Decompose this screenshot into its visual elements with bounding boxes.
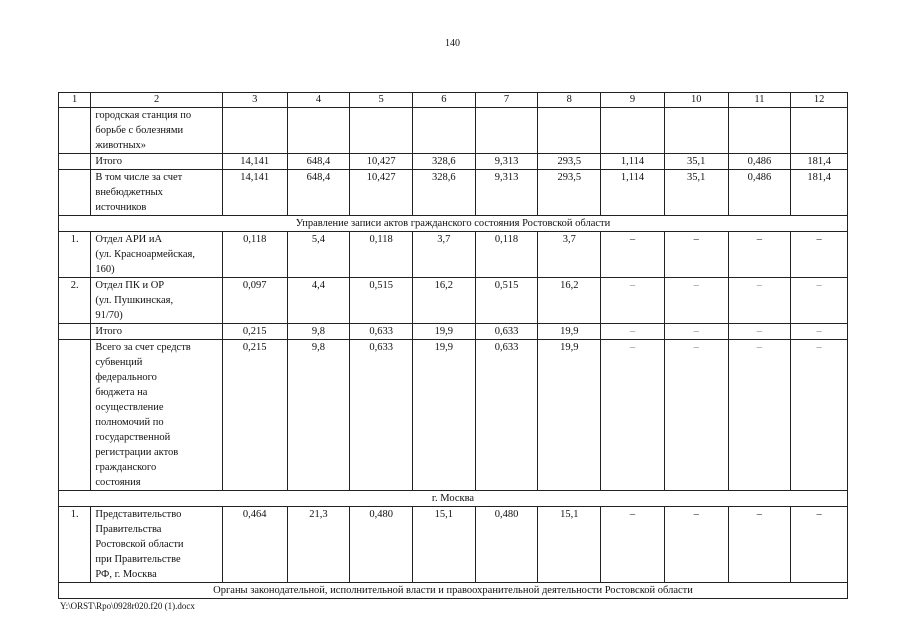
- value-cell: 19,9: [538, 324, 601, 340]
- row-name: Итого: [91, 324, 223, 340]
- value-cell: [475, 108, 538, 154]
- value-cell: –: [664, 340, 728, 491]
- value-cell: 1,114: [601, 154, 665, 170]
- value-cell: [601, 108, 665, 154]
- value-cell: [791, 108, 848, 154]
- value-cell: 0,486: [728, 170, 791, 216]
- value-cell: –: [728, 278, 791, 324]
- page-number: 140: [445, 38, 460, 49]
- section-title: г. Москва: [59, 491, 848, 507]
- value-cell: 0,633: [475, 340, 538, 491]
- value-cell: 0,464: [222, 507, 287, 583]
- value-cell: 35,1: [664, 154, 728, 170]
- column-header: 6: [413, 93, 476, 108]
- value-cell: 21,3: [287, 507, 350, 583]
- value-cell: –: [601, 507, 665, 583]
- value-cell: 16,2: [413, 278, 476, 324]
- column-header: 2: [91, 93, 223, 108]
- value-cell: 14,141: [222, 170, 287, 216]
- value-cell: –: [791, 324, 848, 340]
- section-header-row: [59, 583, 848, 599]
- row-number: [59, 108, 91, 154]
- value-cell: 648,4: [287, 154, 350, 170]
- row-number: 1.: [59, 232, 91, 278]
- value-cell: [538, 108, 601, 154]
- value-cell: 3,7: [413, 232, 476, 278]
- table-row: [59, 108, 848, 154]
- value-cell: 9,313: [475, 154, 538, 170]
- table-row: [59, 154, 848, 170]
- value-cell: –: [664, 232, 728, 278]
- value-cell: 5,4: [287, 232, 350, 278]
- value-cell: –: [664, 507, 728, 583]
- row-number: [59, 154, 91, 170]
- value-cell: 19,9: [413, 340, 476, 491]
- value-cell: 293,5: [538, 170, 601, 216]
- value-cell: –: [664, 324, 728, 340]
- row-number: [59, 324, 91, 340]
- value-cell: 16,2: [538, 278, 601, 324]
- value-cell: –: [664, 278, 728, 324]
- row-name: Всего за счет средств субвенций федерального бюджета на осуществление полномочий по государственной регистрации актов гражданского состояния: [91, 340, 223, 491]
- section-title: Органы законодательной, исполнительной власти и правоохранительной деятельности Ростовской области: [59, 583, 848, 599]
- row-number: 1.: [59, 507, 91, 583]
- value-cell: 9,313: [475, 170, 538, 216]
- section-header-row: [59, 491, 848, 507]
- value-cell: 19,9: [413, 324, 476, 340]
- value-cell: 19,9: [538, 340, 601, 491]
- value-cell: 0,515: [475, 278, 538, 324]
- value-cell: 4,4: [287, 278, 350, 324]
- table-row: [59, 232, 848, 278]
- value-cell: 0,215: [222, 340, 287, 491]
- column-header: 3: [222, 93, 287, 108]
- value-cell: [350, 108, 413, 154]
- value-cell: 9,8: [287, 324, 350, 340]
- value-cell: –: [601, 324, 665, 340]
- value-cell: –: [728, 340, 791, 491]
- value-cell: –: [791, 278, 848, 324]
- value-cell: 0,118: [222, 232, 287, 278]
- value-cell: [413, 108, 476, 154]
- table-row: [59, 507, 848, 583]
- value-cell: –: [791, 340, 848, 491]
- value-cell: 14,141: [222, 154, 287, 170]
- column-header: 4: [287, 93, 350, 108]
- value-cell: 15,1: [538, 507, 601, 583]
- value-cell: 0,515: [350, 278, 413, 324]
- value-cell: 0,480: [475, 507, 538, 583]
- value-cell: 0,480: [350, 507, 413, 583]
- value-cell: –: [601, 340, 665, 491]
- value-cell: 328,6: [413, 170, 476, 216]
- value-cell: [222, 108, 287, 154]
- value-cell: 0,097: [222, 278, 287, 324]
- value-cell: –: [601, 278, 665, 324]
- value-cell: 10,427: [350, 170, 413, 216]
- section-title: Управление записи актов гражданского состояния Ростовской области: [59, 216, 848, 232]
- value-cell: 10,427: [350, 154, 413, 170]
- table-row: [59, 278, 848, 324]
- column-header: 12: [791, 93, 848, 108]
- row-number: 2.: [59, 278, 91, 324]
- row-name: городская станция по борьбе с болезнями животных»: [91, 108, 223, 154]
- value-cell: –: [601, 232, 665, 278]
- value-cell: 0,118: [350, 232, 413, 278]
- value-cell: –: [728, 232, 791, 278]
- row-name: Итого: [91, 154, 223, 170]
- value-cell: 648,4: [287, 170, 350, 216]
- value-cell: 15,1: [413, 507, 476, 583]
- value-cell: [664, 108, 728, 154]
- row-name: Отдел АРИ иА (ул. Красноармейская, 160): [91, 232, 223, 278]
- row-name: Представительство Правительства Ростовской области при Правительстве РФ, г. Москва: [91, 507, 223, 583]
- value-cell: 0,486: [728, 154, 791, 170]
- value-cell: –: [791, 232, 848, 278]
- value-cell: 0,633: [350, 324, 413, 340]
- table-row: [59, 340, 848, 491]
- value-cell: 293,5: [538, 154, 601, 170]
- row-name: В том числе за счет внебюджетных источников: [91, 170, 223, 216]
- value-cell: –: [791, 507, 848, 583]
- table-header-row: [59, 93, 848, 108]
- value-cell: 181,4: [791, 170, 848, 216]
- value-cell: [728, 108, 791, 154]
- value-cell: 9,8: [287, 340, 350, 491]
- column-header: 7: [475, 93, 538, 108]
- value-cell: 0,215: [222, 324, 287, 340]
- column-header: 10: [664, 93, 728, 108]
- column-header: 9: [601, 93, 665, 108]
- value-cell: [287, 108, 350, 154]
- row-number: [59, 340, 91, 491]
- value-cell: 0,633: [350, 340, 413, 491]
- data-table: [58, 92, 848, 599]
- value-cell: –: [728, 324, 791, 340]
- table-row: [59, 324, 848, 340]
- row-name: Отдел ПК и ОР (ул. Пушкинская, 91/70): [91, 278, 223, 324]
- table-row: [59, 170, 848, 216]
- value-cell: 3,7: [538, 232, 601, 278]
- column-header: 1: [59, 93, 91, 108]
- value-cell: 0,118: [475, 232, 538, 278]
- footer-file-path: Y:\ORST\Rpo\0928r020.f20 (1).docx: [60, 601, 195, 611]
- section-header-row: [59, 216, 848, 232]
- column-header: 8: [538, 93, 601, 108]
- column-header: 11: [728, 93, 791, 108]
- column-header: 5: [350, 93, 413, 108]
- value-cell: 181,4: [791, 154, 848, 170]
- value-cell: 1,114: [601, 170, 665, 216]
- value-cell: 0,633: [475, 324, 538, 340]
- value-cell: 328,6: [413, 154, 476, 170]
- value-cell: –: [728, 507, 791, 583]
- value-cell: 35,1: [664, 170, 728, 216]
- table-body: [59, 93, 848, 599]
- row-number: [59, 170, 91, 216]
